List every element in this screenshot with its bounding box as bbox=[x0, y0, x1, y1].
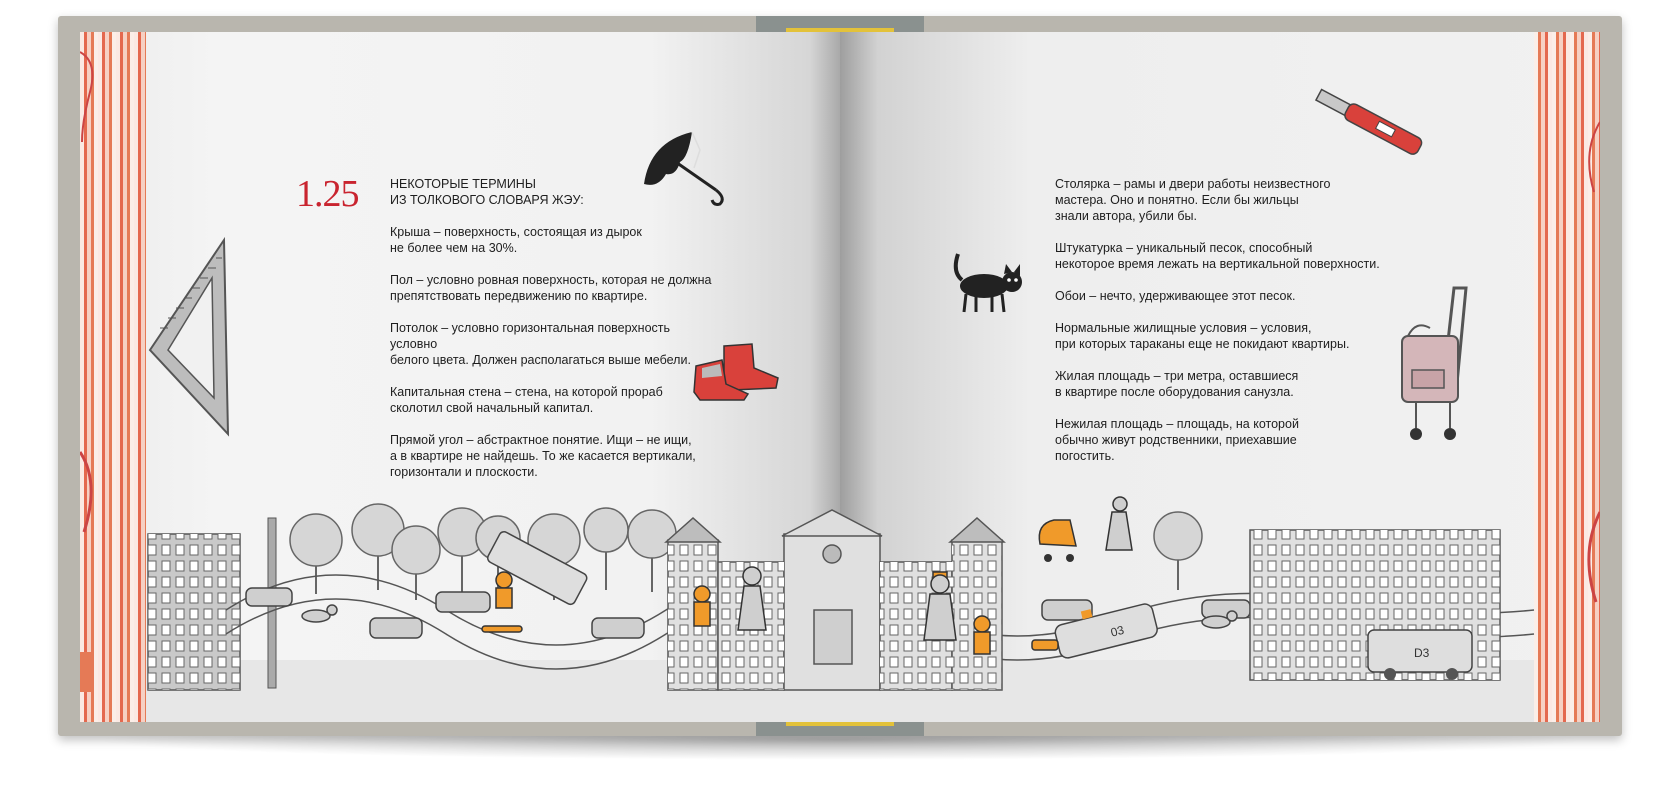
term-capital-wall: Капитальная стена – стена, на которой прораб сколотил свой начальный капитал. bbox=[390, 385, 663, 415]
utility-knife-icon bbox=[1310, 86, 1434, 162]
term-living-area: Жилая площадь – три метра, оставшиеся в квартире после оборудования санузла. bbox=[1055, 369, 1299, 399]
stroller-icon bbox=[1039, 520, 1076, 546]
trees bbox=[290, 504, 676, 574]
term-right-angle: Прямой угол – абстрактное понятие. Ищи – не ищи, а в квартире не найдешь. То же касается вертикали, горизонтали и плоскости. bbox=[390, 433, 696, 479]
red-boots-icon bbox=[692, 342, 782, 400]
term-roof: Крыша – поверхность, состоящая из дырок не более чем на 30%. bbox=[390, 225, 642, 255]
car-plate: 03 bbox=[1109, 622, 1126, 640]
spine-band-bottom bbox=[756, 722, 924, 736]
triangle-ruler-icon bbox=[146, 238, 232, 438]
bus-plate: D3 bbox=[1414, 646, 1430, 660]
black-cat-icon bbox=[950, 252, 1030, 322]
term-wallpaper: Обои – нечто, удерживающее этот песок. bbox=[1055, 289, 1296, 303]
right-edge-doodles bbox=[1534, 32, 1600, 722]
term-ceiling: Потолок – условно горизонтальная поверхность условно белого цвета. Должен располагаться выше мебели. bbox=[390, 321, 691, 367]
term-non-living-area: Нежилая площадь – площадь, на которой обычно живут родственники, приехавшие погостить. bbox=[1055, 417, 1299, 463]
umbrella-icon bbox=[640, 128, 736, 208]
term-floor: Пол – условно ровная поверхность, которая не должна препятствовать передвижению по квартире. bbox=[390, 273, 712, 303]
left-terms-list bbox=[390, 224, 720, 496]
left-edge-doodles bbox=[80, 32, 146, 722]
street-illustration bbox=[146, 510, 1534, 722]
term-living-conditions: Нормальные жилищные условия – условия, при которых тараканы еще не покидают квартиры. bbox=[1055, 321, 1350, 351]
shopping-trolley-icon bbox=[1396, 284, 1476, 444]
right-terms-list bbox=[1055, 176, 1385, 480]
page-heading: НЕКОТОРЫЕ ТЕРМИНЫ ИЗ ТОЛКОВОГО СЛОВАРЯ ЖЭУ: bbox=[390, 177, 584, 207]
term-joinery: Столярка – рамы и двери работы неизвестного мастера. Оно и понятно. Если бы жильцы знали автора, убили бы. bbox=[1055, 177, 1331, 223]
section-number: 1.25 bbox=[296, 173, 359, 215]
term-plaster: Штукатурка – уникальный песок, способный некоторое время лежать на вертикальной поверхности. bbox=[1055, 241, 1380, 271]
spine-band-top bbox=[756, 16, 924, 32]
